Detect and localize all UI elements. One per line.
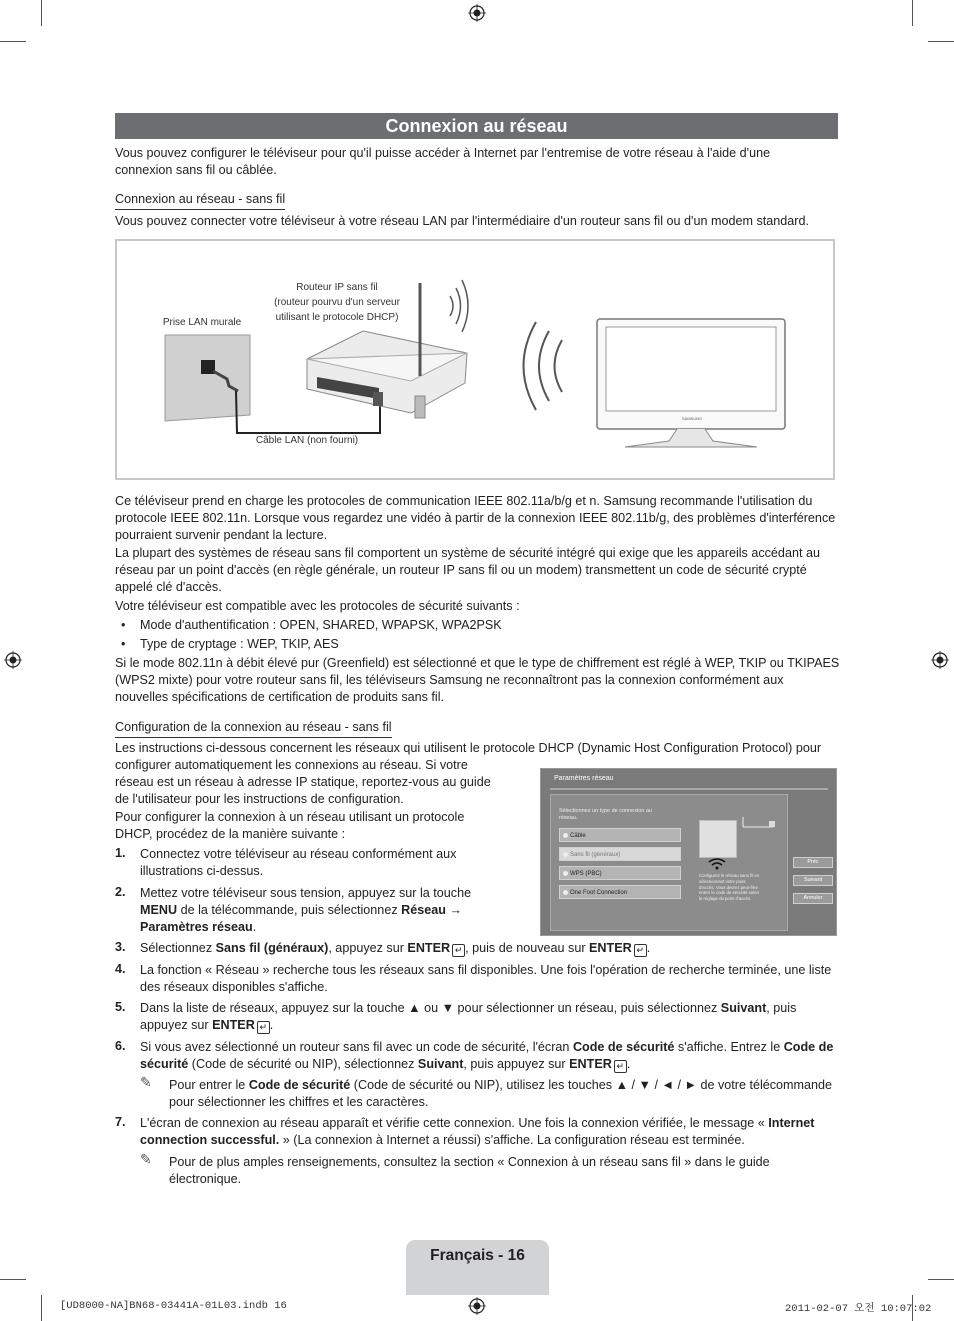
bullet-icon: • [121, 618, 126, 632]
wall-jack-label: Prise LAN murale [162, 317, 242, 328]
osd-item-one-foot[interactable]: One Foot Connection [559, 885, 681, 899]
crop-mark [0, 1279, 26, 1280]
step-number: 4. [115, 962, 126, 976]
wireless-intro: Vous pouvez connecter votre téléviseur à votre réseau LAN par l'intermédiaire d'un routeur sans fil ou d'un modem standard. [115, 214, 809, 228]
crop-mark [0, 41, 26, 42]
step-5-text: Dans la liste de réseaux, appuyez sur la touche ▲ ou ▼ pour sélectionner un réseau, puis sélectionnez Suivant, puis appuyez sur ENTER ↵ . [140, 1001, 797, 1032]
step-number: 6. [115, 1039, 126, 1053]
registration-mark-icon [468, 1297, 486, 1315]
registration-mark-icon [468, 4, 486, 22]
bullet-auth: Mode d'authentification : OPEN, SHARED, WPAPSK, WPA2PSK [140, 618, 502, 632]
step-2-text: Mettez votre téléviseur sous tension, appuyez sur la touche MENU de la télécommande, puis sélectionnez Réseau → Paramètres réseau. [140, 886, 472, 934]
wireless-router-icon [307, 283, 467, 418]
osd-next-button[interactable]: Suivant [793, 875, 833, 886]
note-pencil-icon: ✎ [140, 1151, 152, 1167]
crop-mark [928, 41, 954, 42]
osd-prev-button[interactable]: Préc [793, 857, 833, 868]
intro-paragraph: Vous pouvez configurer le téléviseur pour qu'il puisse accéder à Internet par l'entremise de votre réseau à l'aide d'une connexion sans fil ou câblée. [115, 146, 771, 177]
note-pencil-icon: ✎ [140, 1074, 152, 1090]
step-6-text: Si vous avez sélectionné un routeur sans fil avec un code de sécurité, l'écran Code de sécurité s'affiche. Entrez le Code de sécurité (Code de sécurité ou NIP), sélectionnez Suivant, puis appuyez sur ENTER ↵ . [140, 1040, 834, 1071]
registration-mark-icon [4, 651, 22, 669]
compatible-paragraph: Votre téléviseur est compatible avec les protocoles de sécurité suivants : [115, 599, 520, 613]
step-number: 1. [115, 846, 126, 860]
tv-brand: SAMSUNG [681, 416, 703, 421]
osd-item-wps[interactable]: WPS (PBC) [559, 866, 681, 880]
tv-signal-icon [524, 322, 563, 410]
step-7-note: Pour de plus amples renseignements, consultez la section « Connexion à un réseau sans fil » dans le guide électronique. [169, 1155, 770, 1186]
osd-title: Paramètres réseau [554, 775, 614, 782]
crop-mark [41, 0, 42, 26]
step-number: 7. [115, 1115, 126, 1129]
step-number: 2. [115, 885, 126, 899]
osd-description: Configurez le réseau sans fil en sélectionnant votre point d'accès. Vous devrez peut-être entrer le code de sécurité selon le réglage du point d'accès. [699, 873, 760, 902]
osd-item-cable[interactable]: Câble [559, 828, 681, 842]
bullet-crypt: Type de cryptage : WEP, TKIP, AES [140, 637, 339, 651]
section-title: Connexion au réseau [115, 113, 838, 139]
crop-mark [912, 0, 913, 26]
greenfield-paragraph: Si le mode 802.11n à débit élevé pur (Greenfield) est sélectionné et que le type de chiffrement est réglé à WEP, TKIP ou TKIPAES (WPS2 mixte) pour votre routeur sans fil, les téléviseurs Samsung ne reconnaîtront pas la connexion conformément aux nouvelles spécifications de certification de produits sans fil. [115, 656, 840, 704]
tv-icon [597, 319, 785, 447]
config-intro-line4: de l'utilisateur pour les instructions de configuration. [115, 792, 404, 806]
network-settings-screenshot [540, 768, 837, 936]
security-paragraph: La plupart des systèmes de réseau sans fil comportent un système de sécurité intégré qui exige que les appareils accédant au réseau par un point d'accès (en règle générale, un routeur IP sans fil ou un modem) transmettent un code de sécurité crypté appelé clé d'accès. [115, 546, 820, 594]
osd-router-image-icon [699, 820, 737, 858]
step-number: 3. [115, 940, 126, 954]
step-3-text: Sélectionnez Sans fil (généraux), appuyez sur ENTER ↵ , puis de nouveau sur ENTER ↵ . [140, 941, 651, 955]
enter-icon: ↵ [634, 944, 647, 957]
protocols-paragraph: Ce téléviseur prend en charge les protocoles de communication IEEE 802.11a/b/g et n. Samsung recommande l'utilisation du protocole IEEE 802.11n. Lorsque vous regardez une vidéo à partir de la connexion IEEE 802.11b/g, des problèmes d'interférence pourraient survenir pendant la lecture. [115, 494, 836, 542]
bullet-icon: • [121, 637, 126, 651]
crop-mark [928, 1279, 954, 1280]
config-intro-line3: réseau est un réseau à adresse IP statique, reportez-vous au guide [115, 775, 491, 789]
osd-progress-bar [550, 788, 828, 790]
print-date-info: 2011-02-07 오전 10:07:02 [785, 1303, 932, 1315]
config-intro-line2: configurer automatiquement les connexions au réseau. Si votre [115, 758, 468, 772]
print-file-info: [UD8000-NA]BN68-03441A-01L03.indb 16 [60, 1300, 287, 1312]
network-diagram [115, 239, 835, 480]
page-number-tab: Français - 16 [406, 1240, 549, 1295]
osd-prompt: Sélectionnez un type de connexion au réseau. [559, 808, 652, 821]
router-signal-icon [450, 280, 468, 332]
enter-icon: ↵ [257, 1021, 270, 1034]
osd-connection-icon [739, 815, 779, 835]
osd-item-wireless[interactable]: Sans fil (généraux) [559, 847, 681, 861]
osd-wifi-icon [707, 857, 727, 871]
router-label: Routeur IP sans fil (routeur pourvu d'un serveur utilisant le protocole DHCP) [274, 282, 400, 323]
registration-mark-icon [931, 651, 949, 669]
enter-icon: ↵ [614, 1060, 627, 1073]
step-1-text: Connectez votre téléviseur au réseau conformément aux illustrations ci-dessus. [140, 847, 457, 878]
subsection-heading-config: Configuration de la connexion au réseau - sans fil [115, 719, 392, 738]
step-4-text: La fonction « Réseau » recherche tous les réseaux sans fil disponibles. Une fois l'opération de recherche terminée, une liste des réseaux disponibles s'affiche. [140, 963, 832, 994]
subsection-heading-wireless: Connexion au réseau - sans fil [115, 191, 285, 210]
step-6-note: Pour entrer le Code de sécurité (Code de sécurité ou NIP), utilisez les touches ▲ / ▼ / ◄ / ► de votre télécommande pour sélectionner les chiffres et les caractères. [169, 1078, 833, 1109]
step-7-text: L'écran de connexion au réseau apparaît et vérifie cette connexion. Une fois la connexion vérifiée, le message « Internet connection successful. » (La connexion à Internet a réussi) s'affiche. La configuration réseau est terminée. [140, 1116, 815, 1147]
osd-panel [550, 794, 788, 931]
dhcp-paragraph: Pour configurer la connexion à un réseau utilisant un protocole DHCP, procédez de la manière suivante : [115, 810, 465, 841]
enter-icon: ↵ [452, 944, 465, 957]
step-number: 5. [115, 1000, 126, 1014]
diagram-illustration [117, 241, 833, 478]
osd-cancel-button[interactable]: Annuler [793, 893, 833, 904]
crop-mark [41, 1295, 42, 1321]
cable-label: Câble LAN (non fourni) [255, 435, 359, 446]
config-intro-line1: Les instructions ci-dessous concernent les réseaux qui utilisent le protocole DHCP (Dynamic Host Configuration Protocol) pour [115, 741, 822, 755]
